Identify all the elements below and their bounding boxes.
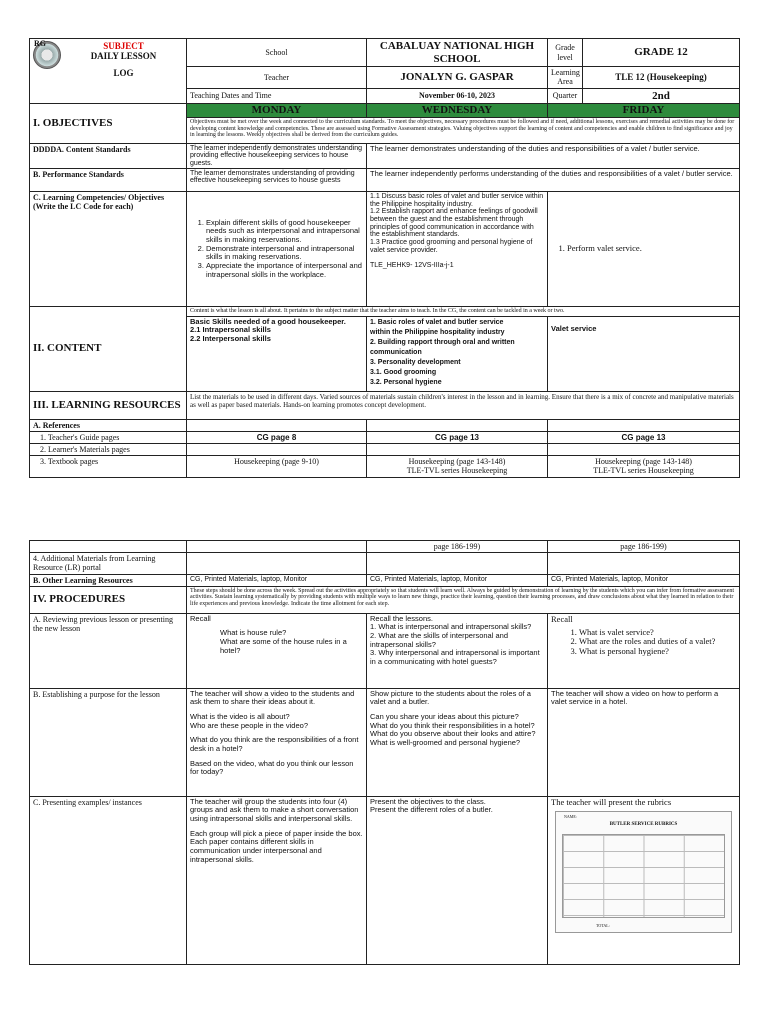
textbook-line: Housekeeping (page 143-148): [595, 457, 692, 467]
content-line: 3.2. Personal hygiene: [370, 379, 442, 387]
competencies-mon: [187, 191, 367, 306]
lm-label: 2. Learner's Materials pages: [30, 443, 187, 455]
proc-a-wed: [367, 613, 548, 688]
proc-c-label: C. Presenting examples/ instances: [30, 796, 187, 964]
competencies-fri: [548, 191, 740, 306]
proc-line: What is house rule?: [220, 628, 287, 638]
teacher-name: JONALYN G. GASPAR: [367, 67, 548, 88]
proc-c-mon: [187, 796, 367, 964]
content-title: II. CONTENT: [30, 306, 187, 391]
proc-b-fri: The teacher will show a video on how to perform a valet service in a hotel.: [548, 688, 740, 796]
proc-line: Recall the lessons.: [370, 613, 433, 623]
content-wed: [367, 316, 548, 391]
content-line: 2.2 Interpersonal skills: [190, 333, 271, 343]
competency-line: 1.1 Discuss basic roles of valet and butler service within the Philippine hospitality industry.: [370, 192, 544, 208]
proc-line: What is well-groomed and personal hygiene?: [370, 737, 521, 747]
textbook-line: Housekeeping (page 143-148): [408, 457, 506, 467]
proc-a-label: A. Reviewing previous lesson or presenting the new lesson: [30, 613, 187, 688]
proc-line: What do you observe about their looks and attire?: [370, 729, 536, 739]
proc-line: Present the objectives to the class.: [370, 796, 486, 806]
content-line: 3. Personality development: [370, 359, 461, 367]
proc-line: What are some of the house rules in a hotel?: [220, 637, 347, 655]
proc-line: Based on the video, what do you think our lesson for today?: [190, 758, 354, 777]
learning-area-label: Learning Area: [548, 67, 583, 88]
proc-item: 3. What is personal hygiene?: [579, 647, 736, 657]
tg-mon: CG page 8: [187, 431, 367, 443]
proc-line: The teacher will group the students into four (4) groups and ask them to make a short conversation using intrapersonal skills and interpersonal skills.: [190, 796, 359, 823]
textbook-fri: [548, 456, 740, 477]
grade-value: GRADE 12: [583, 39, 740, 67]
header-title-cell: [30, 39, 187, 104]
proc-line: Each group will pick a piece of paper inside the box.: [190, 828, 363, 838]
content-standards-mon: The learner independently demonstrates understanding providing effective housekeeping services to house guests.: [187, 143, 367, 168]
tg-fri: CG page 13: [548, 431, 740, 443]
teacher-label: Teacher: [187, 67, 367, 88]
objectives-note: Objectives must be met over the week and connected to the curriculum standards. To meet the objectives, necessary procedures must be followed and if need, additional lessons, exercises and remedial activities may be done for developing content knowledge and competencies. These are assessed using Formative Assessment strategies. Valuing objectives support the learning of content and competencies and enable children to find significance and joy in learning the lessons. Weekly objectives shall be derived from the curriculum guides.: [187, 117, 740, 143]
proc-line: Each paper contains different skills in communication under interpersonal and intrapersonal skills.: [190, 837, 322, 864]
competencies-wed: [367, 191, 548, 306]
grade-level-label: Grade level: [548, 39, 583, 67]
resources-title: III. LEARNING RESOURCES: [30, 391, 187, 419]
rubric-total-label: TOTAL:: [596, 922, 610, 928]
performance-standards-mon: The learner demonstrates understanding of providing effective housekeeping services to house guests: [187, 168, 367, 191]
log-label: LOG: [113, 67, 134, 78]
proc-b-label: B. Establishing a purpose for the lesson: [30, 688, 187, 796]
rubric-title: BUTLER SERVICE RUBRICS: [609, 821, 678, 827]
school-name: CABALUAY NATIONAL HIGH SCHOOL: [367, 39, 548, 67]
content-note: Content is what the lesson is all about. It pertains to the subject matter that the teacher aims to teach. In the CG, the content can be tackled in a week or two.: [187, 306, 740, 316]
proc-line: What is the video is all about?: [190, 712, 290, 721]
tg-wed: CG page 13: [367, 431, 548, 443]
procedures-note: These steps should be done across the week. Spread out the activities appropriately so that students will learn well. Always be guided by demonstration of learning by the students which you can infer from formative assessment activities. Sustain learning systematically by providing students with multiple ways to learn new things, practice their learning, question their learning processes, and draw conclusions about what they learned in relation to their life experiences and previous knowledge. Indicate the time allotment for each step.: [187, 586, 740, 613]
performance-standards-label: B. Performance Standards: [30, 168, 187, 191]
lesson-log-table-page1: [29, 38, 740, 478]
competency-item: 2. Demonstrate interpersonal and intrapersonal skills in making reservations.: [206, 245, 363, 262]
proc-item: 2. What are the roles and duties of a valet?: [579, 637, 736, 647]
proc-line: Recall: [190, 613, 211, 623]
tg-label: 1. Teacher's Guide pages: [30, 431, 187, 443]
proc-line: 3. Why interpersonal and intrapersonal is important in a communicating with hotel guests?: [370, 648, 540, 666]
school-label: School: [187, 39, 367, 67]
additional-materials-label: 4. Additional Materials from Learning Resource (LR) portal: [30, 553, 187, 574]
resources-note: List the materials to be used in different days. Varied sources of materials sustain children's interest in the lesson and in learning. Ensure that there is a mix of concrete and manipulative materials as well as paper based materials. Hands-on learning promotes concept development.: [187, 391, 740, 419]
day-monday: MONDAY: [187, 104, 367, 118]
proc-line: Can you share your ideas about this picture?: [370, 712, 519, 721]
other-fri: CG, Printed Materials, laptop, Monitor: [548, 574, 740, 586]
quarter-label: Quarter: [548, 88, 583, 104]
dates-label: Teaching Dates and Time: [187, 88, 367, 104]
subject-label: SUBJECT: [103, 41, 144, 51]
lesson-log-table-page2: [29, 540, 740, 965]
proc-line: The teacher will show a video to the students and ask them to share their ideas about it.: [190, 688, 355, 707]
content-line: 2.1 Intrapersonal skills: [190, 325, 271, 335]
content-line: 1. Basic roles of valet and butler service: [370, 318, 504, 326]
references-label: A. References: [30, 419, 187, 431]
proc-line: 2. What are the skills of interpersonal and intrapersonal skills?: [370, 631, 508, 649]
proc-line: 1. What is interpersonal and intrapersonal skills?: [370, 622, 532, 632]
content-line: 2. Building rapport through oral and written communication: [370, 338, 515, 356]
proc-line: The teacher will present the rubrics: [551, 796, 672, 807]
content-standards-label: DDDDA. Content Standards: [30, 143, 187, 168]
day-friday: FRIDAY: [548, 104, 740, 118]
proc-a-fri: [548, 613, 740, 688]
proc-line: What do you think their responsibilities in a hotel?: [370, 720, 535, 730]
proc-line: Recall: [551, 613, 573, 624]
textbook-wed-cont: page 186-199): [367, 541, 548, 553]
other-wed: CG, Printed Materials, laptop, Monitor: [367, 574, 548, 586]
textbook-wed: [367, 456, 548, 477]
textbook-mon: Housekeeping (page 9-10): [187, 456, 367, 477]
objectives-title: I. OBJECTIVES: [30, 104, 187, 144]
content-line: Basic Skills needed of a good housekeeper.: [190, 316, 346, 326]
procedures-title: IV. PROCEDURES: [30, 586, 187, 613]
region-label: RG: [34, 39, 46, 48]
competency-item: 3. Appreciate the importance of interpersonal and intrapersonal skills in the workplace.: [206, 262, 363, 279]
competency-item: 1. Perform valet service.: [567, 244, 736, 254]
learning-area-value: TLE 12 (Housekeeping): [583, 67, 740, 88]
content-line: within the Philippine hospitality industry: [370, 328, 505, 336]
lc-code: TLE_HEHK9- 12VS-IIIa-j-1: [370, 262, 454, 270]
rubric-image: [555, 811, 732, 933]
content-mon: [187, 316, 367, 391]
content-standards-wed-fri: The learner demonstrates understanding of the duties and responsibilities of a valet / butler service.: [367, 143, 740, 168]
quarter-value: 2nd: [583, 88, 740, 104]
proc-line: What do you think are the responsibilities of a front desk in a hotel?: [190, 735, 359, 753]
other-mon: CG, Printed Materials, laptop, Monitor: [187, 574, 367, 586]
competencies-label: C. Learning Competencies/ Objectives (Write the LC Code for each): [30, 191, 187, 306]
textbook-line: TLE-TVL series Housekeeping: [406, 466, 508, 476]
rubric-grid: [562, 834, 725, 918]
daily-lesson-label: DAILY LESSON: [90, 51, 157, 62]
other-resources-label: B. Other Learning Resources: [30, 574, 187, 586]
competency-item: 1. Explain different skills of good housekeeper needs such as interpersonal and intrapersonal skills in making reservations.: [206, 219, 363, 245]
rubric-name-label: NAME:: [564, 813, 577, 819]
content-line: 3.1. Good grooming: [370, 369, 437, 377]
proc-line: Present the different roles of a butler.: [370, 805, 493, 815]
proc-line: Who are these people in the video?: [190, 720, 308, 730]
proc-b-mon: [187, 688, 367, 796]
proc-c-wed: [367, 796, 548, 964]
proc-a-mon: [187, 613, 367, 688]
performance-standards-wed-fri: The learner independently performs understanding of the duties and responsibilities of a valet / butler service.: [367, 168, 740, 191]
proc-item: 1. What is valet service?: [579, 628, 736, 638]
content-fri: Valet service: [548, 316, 740, 391]
proc-c-fri: [548, 796, 740, 964]
proc-b-wed: [367, 688, 548, 796]
proc-line: Show picture to the students about the roles of a valet and a butler.: [370, 688, 531, 707]
dates-value: November 06-10, 2023: [367, 88, 548, 104]
competency-line: 1.2 Establish rapport and enhance feelings of goodwill between the guest and the establishment through principles of good communication in accordance with the establishment standards.: [370, 208, 538, 239]
competency-line: 1.3 Practice good grooming and personal hygiene of valet service provider.: [370, 239, 533, 254]
day-wednesday: WEDNESDAY: [367, 104, 548, 118]
textbook-fri-cont: page 186-199): [548, 541, 740, 553]
textbook-line: TLE-TVL series Housekeeping: [593, 466, 694, 476]
textbook-label: 3. Textbook pages: [30, 456, 187, 477]
